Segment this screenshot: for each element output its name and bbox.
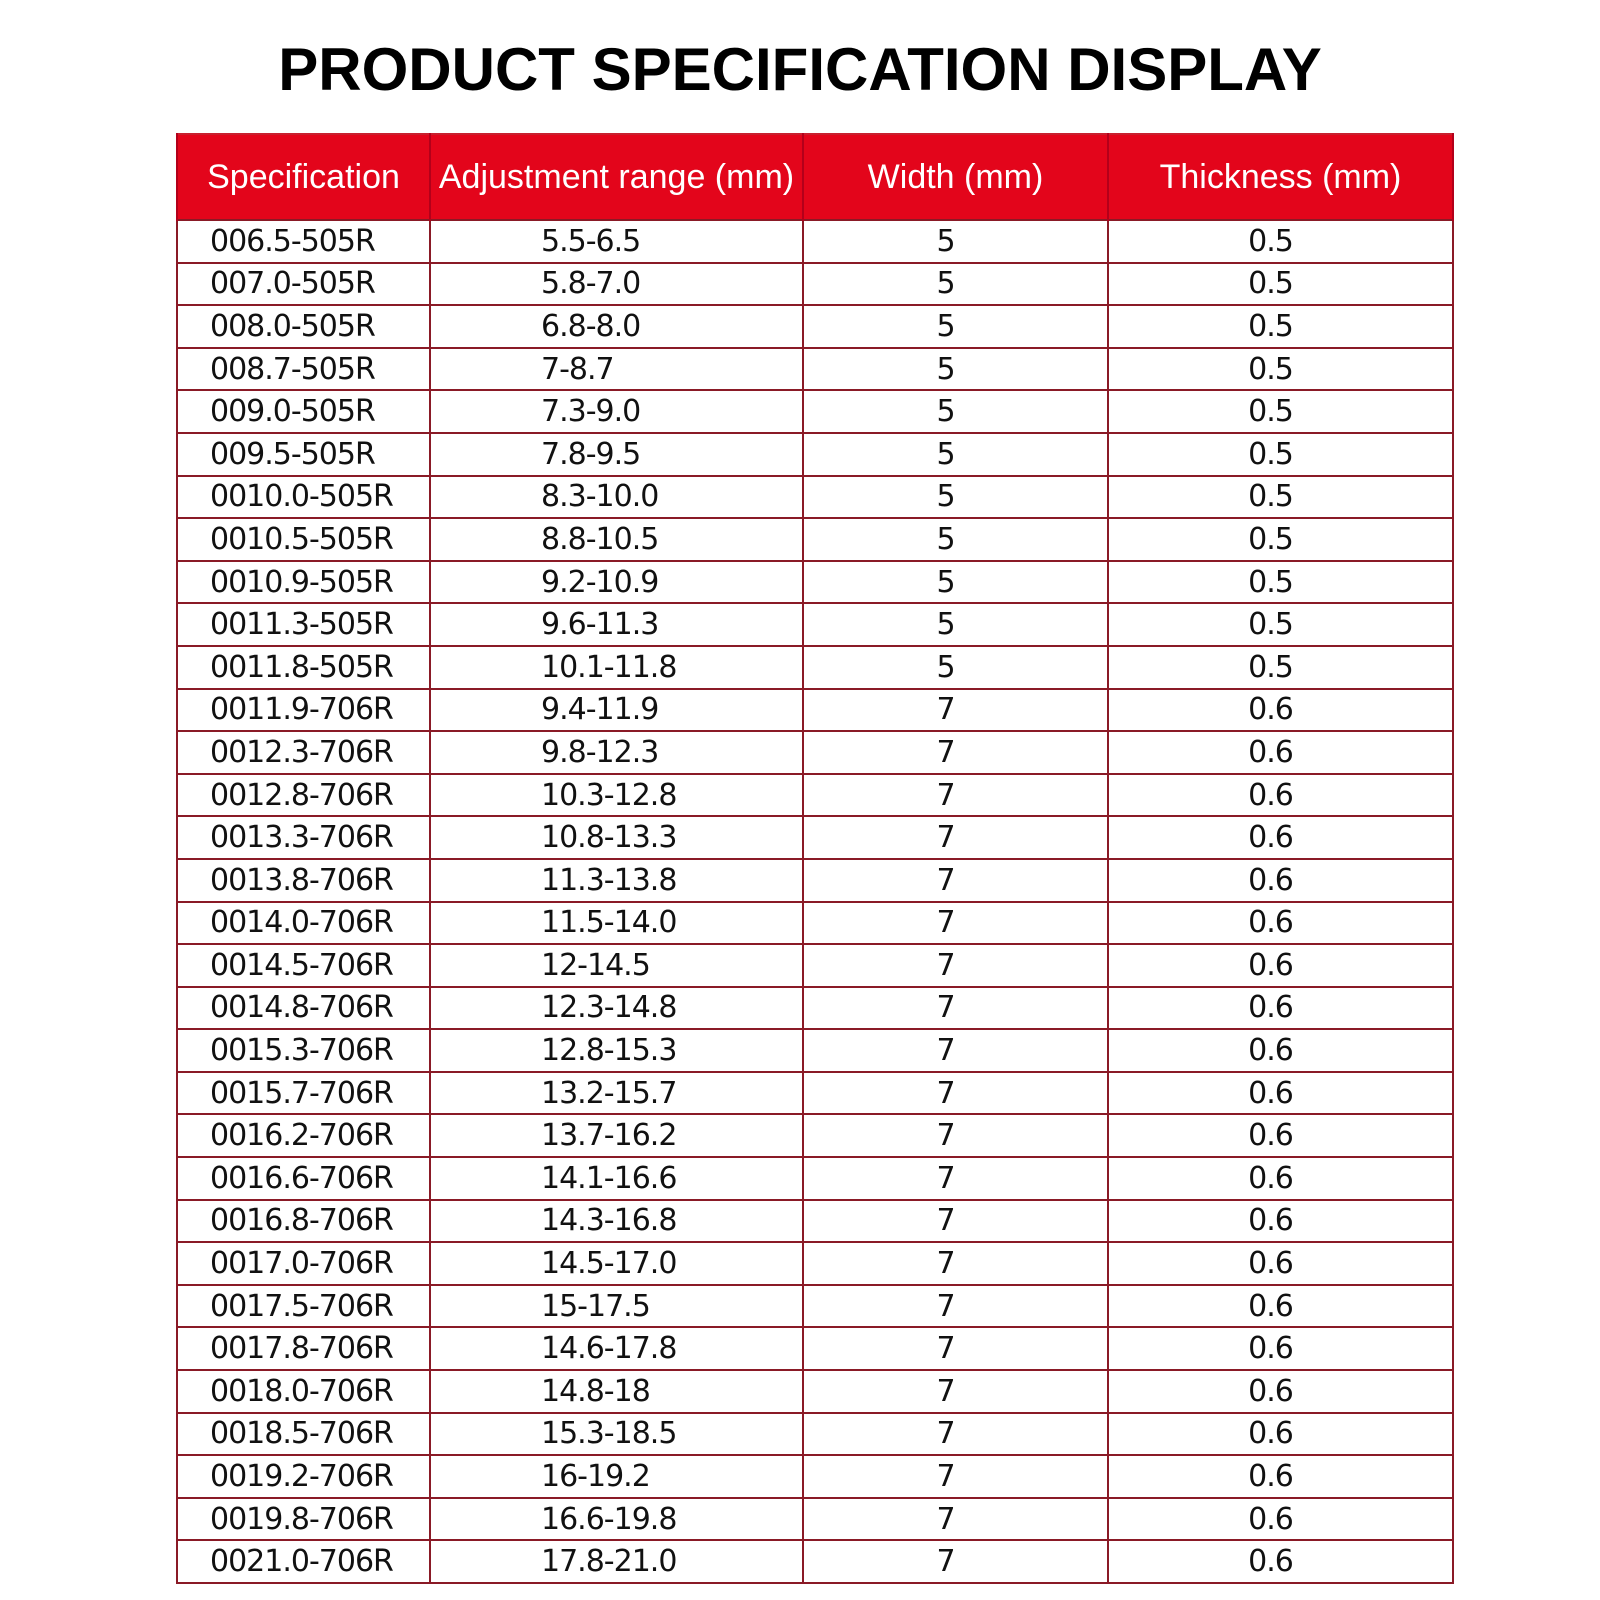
cell-adjustment-range: 5.8-7.0 xyxy=(430,263,803,306)
cell-adjustment-range: 14.3-16.8 xyxy=(430,1200,803,1243)
cell-specification: 0017.8-706R xyxy=(177,1327,430,1370)
cell-width: 7 xyxy=(803,1327,1108,1370)
cell-adjustment-range: 5.5-6.5 xyxy=(430,220,803,263)
cell-adjustment-range: 14.6-17.8 xyxy=(430,1327,803,1370)
cell-width: 5 xyxy=(803,561,1108,604)
cell-adjustment-range: 16-19.2 xyxy=(430,1455,803,1498)
cell-thickness: 0.6 xyxy=(1108,689,1453,732)
cell-specification: 0011.8-505R xyxy=(177,646,430,689)
cell-specification: 0016.6-706R xyxy=(177,1157,430,1200)
cell-adjustment-range: 7.3-9.0 xyxy=(430,390,803,433)
table-row xyxy=(177,603,1453,646)
table-row xyxy=(177,944,1453,987)
cell-thickness: 0.6 xyxy=(1108,1498,1453,1541)
cell-thickness: 0.6 xyxy=(1108,1114,1453,1157)
header-thickness: Thickness (mm) xyxy=(1108,134,1453,220)
table-row xyxy=(177,1498,1453,1541)
cell-specification: 0014.0-706R xyxy=(177,902,430,945)
header-adjustment-range: Adjustment range (mm) xyxy=(430,134,803,220)
cell-width: 7 xyxy=(803,1413,1108,1456)
cell-width: 5 xyxy=(803,476,1108,519)
cell-specification: 0018.0-706R xyxy=(177,1370,430,1413)
cell-width: 5 xyxy=(803,348,1108,391)
cell-width: 7 xyxy=(803,816,1108,859)
cell-adjustment-range: 13.2-15.7 xyxy=(430,1072,803,1115)
cell-thickness: 0.5 xyxy=(1108,561,1453,604)
header-width: Width (mm) xyxy=(803,134,1108,220)
cell-width: 7 xyxy=(803,1157,1108,1200)
table-row xyxy=(177,987,1453,1030)
cell-specification: 007.0-505R xyxy=(177,263,430,306)
cell-thickness: 0.6 xyxy=(1108,1540,1453,1583)
cell-adjustment-range: 10.8-13.3 xyxy=(430,816,803,859)
table-row xyxy=(177,1327,1453,1370)
table-row xyxy=(177,220,1453,263)
table-row xyxy=(177,390,1453,433)
cell-thickness: 0.5 xyxy=(1108,476,1453,519)
cell-width: 7 xyxy=(803,1114,1108,1157)
cell-adjustment-range: 12.3-14.8 xyxy=(430,987,803,1030)
cell-thickness: 0.6 xyxy=(1108,1413,1453,1456)
cell-adjustment-range: 10.1-11.8 xyxy=(430,646,803,689)
table-row xyxy=(177,1285,1453,1328)
cell-width: 7 xyxy=(803,944,1108,987)
cell-adjustment-range: 15.3-18.5 xyxy=(430,1413,803,1456)
cell-thickness: 0.5 xyxy=(1108,390,1453,433)
cell-thickness: 0.5 xyxy=(1108,518,1453,561)
cell-adjustment-range: 17.8-21.0 xyxy=(430,1540,803,1583)
cell-adjustment-range: 8.8-10.5 xyxy=(430,518,803,561)
cell-specification: 0019.8-706R xyxy=(177,1498,430,1541)
cell-adjustment-range: 11.5-14.0 xyxy=(430,902,803,945)
cell-specification: 009.0-505R xyxy=(177,390,430,433)
cell-adjustment-range: 6.8-8.0 xyxy=(430,305,803,348)
cell-width: 7 xyxy=(803,1540,1108,1583)
cell-specification: 0012.3-706R xyxy=(177,731,430,774)
header-row xyxy=(177,134,1453,220)
table-row xyxy=(177,1072,1453,1115)
cell-specification: 0015.3-706R xyxy=(177,1029,430,1072)
cell-specification: 0019.2-706R xyxy=(177,1455,430,1498)
cell-width: 7 xyxy=(803,987,1108,1030)
table-header xyxy=(177,134,1453,220)
cell-specification: 0014.5-706R xyxy=(177,944,430,987)
cell-adjustment-range: 13.7-16.2 xyxy=(430,1114,803,1157)
cell-specification: 008.0-505R xyxy=(177,305,430,348)
cell-specification: 0017.5-706R xyxy=(177,1285,430,1328)
cell-width: 7 xyxy=(803,689,1108,732)
cell-specification: 0011.3-505R xyxy=(177,603,430,646)
cell-width: 5 xyxy=(803,603,1108,646)
cell-width: 7 xyxy=(803,1072,1108,1115)
cell-thickness: 0.6 xyxy=(1108,1327,1453,1370)
table-row xyxy=(177,689,1453,732)
cell-width: 5 xyxy=(803,305,1108,348)
cell-thickness: 0.5 xyxy=(1108,433,1453,476)
cell-adjustment-range: 9.6-11.3 xyxy=(430,603,803,646)
table-row xyxy=(177,774,1453,817)
cell-thickness: 0.6 xyxy=(1108,1242,1453,1285)
table-body xyxy=(177,220,1453,1583)
cell-width: 7 xyxy=(803,902,1108,945)
cell-width: 5 xyxy=(803,518,1108,561)
table-row xyxy=(177,816,1453,859)
cell-specification: 0010.9-505R xyxy=(177,561,430,604)
cell-thickness: 0.6 xyxy=(1108,1200,1453,1243)
cell-thickness: 0.5 xyxy=(1108,646,1453,689)
cell-adjustment-range: 16.6-19.8 xyxy=(430,1498,803,1541)
cell-thickness: 0.6 xyxy=(1108,731,1453,774)
cell-adjustment-range: 14.1-16.6 xyxy=(430,1157,803,1200)
cell-specification: 008.7-505R xyxy=(177,348,430,391)
cell-adjustment-range: 14.8-18 xyxy=(430,1370,803,1413)
table-row xyxy=(177,476,1453,519)
cell-thickness: 0.5 xyxy=(1108,263,1453,306)
cell-thickness: 0.6 xyxy=(1108,1455,1453,1498)
header-specification: Specification xyxy=(177,134,430,220)
cell-specification: 0021.0-706R xyxy=(177,1540,430,1583)
cell-specification: 0015.7-706R xyxy=(177,1072,430,1115)
table-row xyxy=(177,1370,1453,1413)
cell-width: 5 xyxy=(803,263,1108,306)
cell-width: 7 xyxy=(803,731,1108,774)
cell-adjustment-range: 10.3-12.8 xyxy=(430,774,803,817)
table-row xyxy=(177,1029,1453,1072)
cell-thickness: 0.6 xyxy=(1108,1370,1453,1413)
table-row xyxy=(177,902,1453,945)
cell-width: 5 xyxy=(803,390,1108,433)
table-row xyxy=(177,263,1453,306)
cell-specification: 0010.0-505R xyxy=(177,476,430,519)
cell-width: 7 xyxy=(803,1029,1108,1072)
table-row xyxy=(177,859,1453,902)
cell-width: 5 xyxy=(803,433,1108,476)
cell-thickness: 0.5 xyxy=(1108,348,1453,391)
cell-specification: 0016.8-706R xyxy=(177,1200,430,1243)
cell-adjustment-range: 14.5-17.0 xyxy=(430,1242,803,1285)
cell-adjustment-range: 7-8.7 xyxy=(430,348,803,391)
cell-adjustment-range: 15-17.5 xyxy=(430,1285,803,1328)
table-row xyxy=(177,731,1453,774)
cell-specification: 0018.5-706R xyxy=(177,1413,430,1456)
cell-specification: 009.5-505R xyxy=(177,433,430,476)
cell-thickness: 0.6 xyxy=(1108,944,1453,987)
cell-thickness: 0.5 xyxy=(1108,305,1453,348)
cell-thickness: 0.5 xyxy=(1108,603,1453,646)
cell-thickness: 0.5 xyxy=(1108,220,1453,263)
cell-specification: 0013.3-706R xyxy=(177,816,430,859)
table-row xyxy=(177,1413,1453,1456)
cell-adjustment-range: 12.8-15.3 xyxy=(430,1029,803,1072)
table-row xyxy=(177,518,1453,561)
cell-width: 7 xyxy=(803,1370,1108,1413)
cell-specification: 0011.9-706R xyxy=(177,689,430,732)
cell-thickness: 0.6 xyxy=(1108,1285,1453,1328)
cell-width: 7 xyxy=(803,1200,1108,1243)
cell-thickness: 0.6 xyxy=(1108,987,1453,1030)
cell-width: 5 xyxy=(803,220,1108,263)
cell-specification: 0014.8-706R xyxy=(177,987,430,1030)
cell-specification: 0017.0-706R xyxy=(177,1242,430,1285)
cell-thickness: 0.6 xyxy=(1108,816,1453,859)
cell-thickness: 0.6 xyxy=(1108,1157,1453,1200)
cell-width: 7 xyxy=(803,774,1108,817)
cell-specification: 006.5-505R xyxy=(177,220,430,263)
table-row xyxy=(177,1455,1453,1498)
cell-adjustment-range: 7.8-9.5 xyxy=(430,433,803,476)
cell-adjustment-range: 11.3-13.8 xyxy=(430,859,803,902)
table-row xyxy=(177,1114,1453,1157)
cell-adjustment-range: 8.3-10.0 xyxy=(430,476,803,519)
cell-adjustment-range: 9.4-11.9 xyxy=(430,689,803,732)
cell-specification: 0012.8-706R xyxy=(177,774,430,817)
cell-adjustment-range: 9.8-12.3 xyxy=(430,731,803,774)
cell-thickness: 0.6 xyxy=(1108,859,1453,902)
table-row xyxy=(177,348,1453,391)
table-row xyxy=(177,1200,1453,1243)
cell-width: 7 xyxy=(803,1285,1108,1328)
table-row xyxy=(177,1157,1453,1200)
table-row xyxy=(177,433,1453,476)
cell-adjustment-range: 9.2-10.9 xyxy=(430,561,803,604)
table-row xyxy=(177,646,1453,689)
table-row xyxy=(177,561,1453,604)
cell-width: 7 xyxy=(803,1498,1108,1541)
cell-adjustment-range: 12-14.5 xyxy=(430,944,803,987)
table-row xyxy=(177,1242,1453,1285)
cell-thickness: 0.6 xyxy=(1108,902,1453,945)
page-title: PRODUCT SPECIFICATION DISPLAY xyxy=(278,36,1322,103)
cell-width: 7 xyxy=(803,859,1108,902)
cell-specification: 0016.2-706R xyxy=(177,1114,430,1157)
cell-width: 5 xyxy=(803,646,1108,689)
cell-specification: 0010.5-505R xyxy=(177,518,430,561)
cell-thickness: 0.6 xyxy=(1108,1072,1453,1115)
cell-thickness: 0.6 xyxy=(1108,1029,1453,1072)
cell-thickness: 0.6 xyxy=(1108,774,1453,817)
cell-specification: 0013.8-706R xyxy=(177,859,430,902)
specification-table xyxy=(176,133,1454,1584)
cell-width: 7 xyxy=(803,1242,1108,1285)
cell-width: 7 xyxy=(803,1455,1108,1498)
table-row xyxy=(177,1540,1453,1583)
table-row xyxy=(177,305,1453,348)
